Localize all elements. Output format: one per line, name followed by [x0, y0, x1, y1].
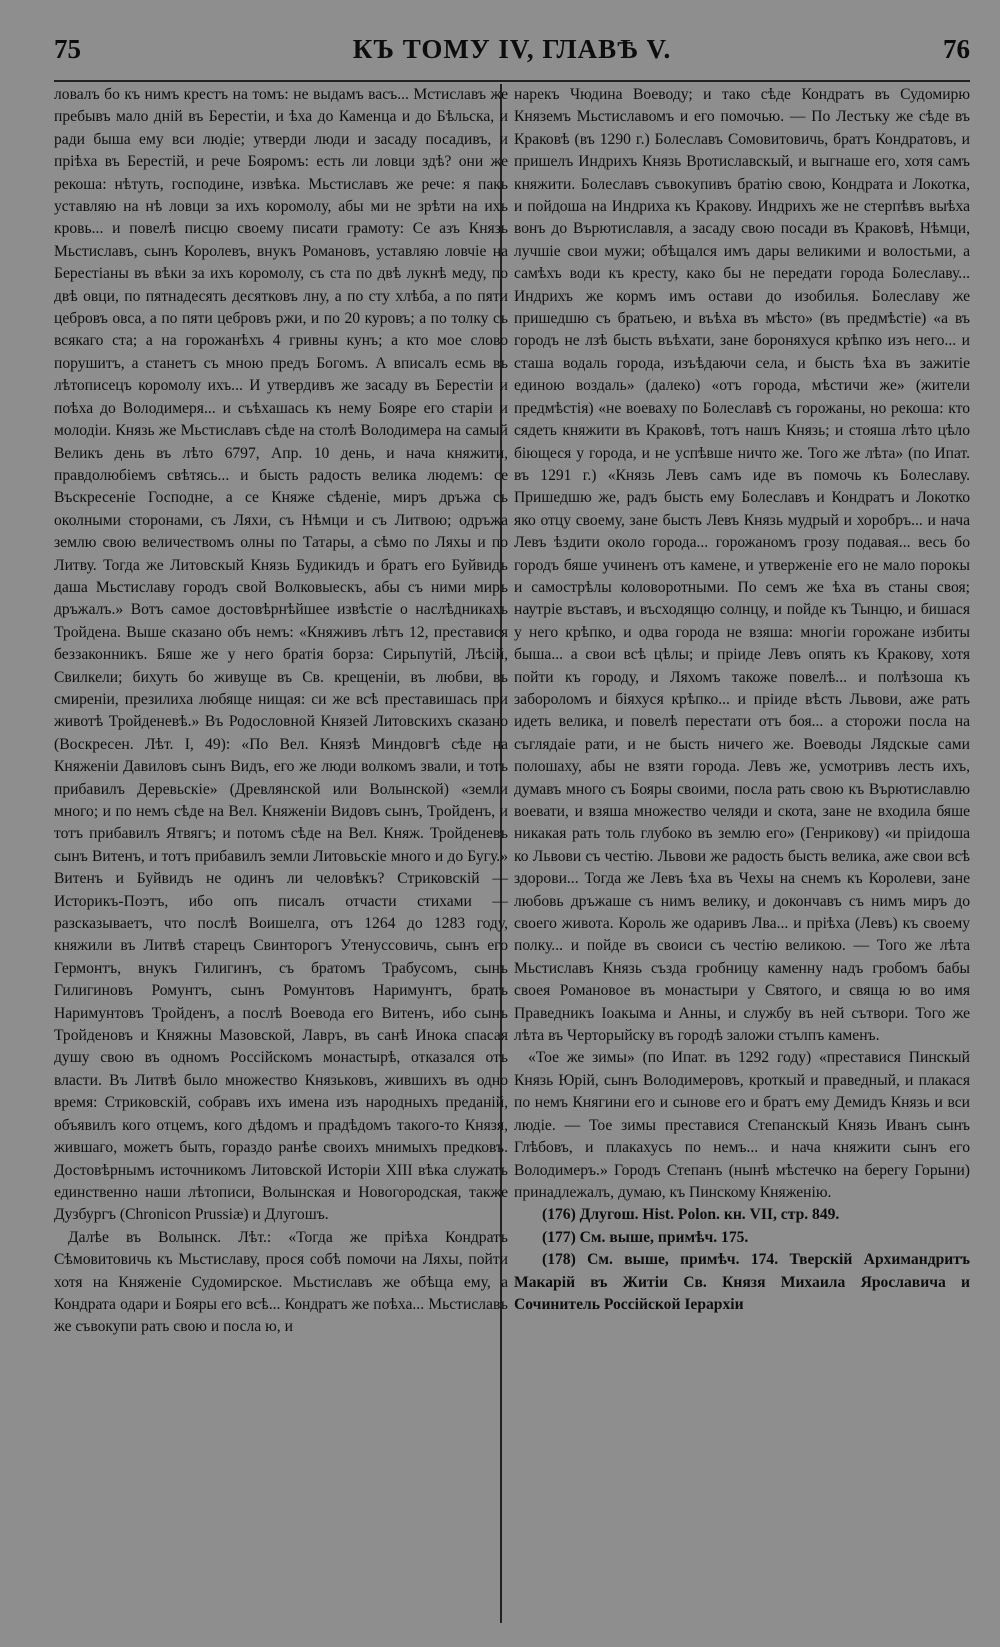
page-number-left: 75	[54, 34, 81, 64]
right-column	[514, 84, 970, 1316]
left-paragraph: ловалъ бо къ нимъ крестъ на томъ: не выдамъ васъ... Мстиславъ же пребывъ мало дній въ Берестіи, и ѣха до Каменца и до Бѣльска, и ради быша ему вси людіе; утверди люди и засаду посадивъ, и пріѣха въ Берестій, и рече Бояромъ: есть ли ловци здѣ? они же рекоша: нѣтуть, господине, извѣка. Мьстиславъ же рече: я пакь уставляю на нѣ ловци за ихъ коромолу, абы ми не зрѣти на ихъ кровь... и повелѣ писцю своему писати грамоту: Се азъ Князь Мьстиславъ, сынъ Королевъ, внукъ Романовъ, уставляю ловчіе на Берестіаны въ вѣки за ихъ коромолу, съ ста по двѣ лукнѣ меду, по двѣ овци, по пятнадесять десятковъ лну, а по сту хлѣба, а по пяти цебровъ овса, а по пяти цебровъ ржи, и по 20 куровъ; а по толку съ всякаго ста; а на горожанѣхъ 4 гривны кунъ; а кто мое слово порушитъ, а станетъ съ мною предъ Богомъ. А вписалъ есмь въ лѣтописецъ коромолу ихъ... И утвердивъ же засаду въ Берестіи и поѣха до Володимеря... и съѣхашась къ нему Бояре его старіи и молодіи. Князь же Мьстиславъ сѣде на столѣ Володимера на самый Великъ день въ лѣто 6797, Апр. 10 день, и нача княжити, правдолюбіемъ свѣтясь... и бысть радость велика людемъ: се Въскресеніе Господне, а се Княже сѣденіе, миръ дръжа съ околными сторонами, съ Ляхи, съ Нѣмци и съ Литвою; одръжа землю свою величествомъ олны по Татары, а сѣмо по Ляхы и по Литву. Тогда же Литовскый Князь Будикидъ и братъ его Буйвидъ даша Мьстиславу городъ свой Волковыескъ, абы съ ними миръ дръжалъ.» Вотъ самое достовѣрнѣйшее извѣстіе о наслѣдникахъ Тройдена. Выше сказано объ немъ: «Княживъ лѣтъ 12, преставися беззаконникъ. Бяше же у него братія борза: Сирьпутій, Лѣсій, Свилкели; бихуть бо живуще въ Св. крещеніи, въ любви, въ смиреніи, презилиха любяще нищая: си же всѣ преставишась при животѣ Тройденевѣ.» Въ Родословной Князей Литовскихъ сказано (Воскресен. Лѣт. I, 49): «По Вел. Князѣ Миндовгѣ сѣде на Княженіи Давиловъ сынъ Видъ, его же люди волкомъ звали, и тотъ прибавилъ Деревьскіе» (Древлянской или Волынской) «земли много; и по немъ сѣде на Вел. Княженіи Видовъ сынъ, Тройденъ, и тотъ прибавилъ Ятвягъ; и потомъ сѣде на Вел. Княж. Тройденевъ сынъ Витенъ, и тотъ прибавилъ земли Литовьскіе много и до Бугу.» Витенъ и Буйвидъ не одинъ ли человѣкъ? Стриковскій — Историкъ-Поэтъ, ибо опъ писалъ отчасти стихами — разсказываетъ, что послѣ Воишелга, отъ 1264 до 1283 году, княжили въ Литвѣ старецъ Свинторогъ Утенуссовичь, сынъ его Гермонтъ, внукъ Гилигинъ, съ братомъ Трабусомъ, сынъ Гилигиновъ Ромунтъ, сынъ Ромунтовъ Наримунтъ, братъ Наримунтовъ Тройденъ, а послѣ Воевода его Витенъ, ибо сынъ Тройденовъ и Княжны Мазовской, Лавръ, въ санѣ Инока спасая душу свою въ одномъ Россійскомъ монастырѣ, отказался отъ власти. Въ Литвѣ было множество Князьковъ, жившихъ въ одно время: Стриковскій, собравъ ихъ имена изъ народныхъ преданій, объявилъ кого отцемъ, кого дѣдомъ и прадѣдомъ такого-то Князя, жившаго, можетъ быть, гораздо ранѣе своихъ мнимыхъ предковъ. Достовѣрнымъ источникомъ Литовской Исторіи XIII вѣка служатъ единственно наши лѣтописи, Волынская и Новогородская, также Дузбургъ (Chronicon Prussiæ) и Длугошъ.	[54, 86, 508, 1224]
running-title: КЪ ТОМУ IV, ГЛАВѢ V.	[352, 34, 672, 64]
page-number-right: 76	[943, 34, 970, 64]
right-paragraph: нарекъ Чюдина Воеводу; и тако сѣде Кондратъ въ Судомирю Княземъ Мьстиславомъ и его помочью. — По Лестьку же сѣде въ Краковѣ (въ 1290 г.) Болеславъ Сомовитовичь, братъ Кондратовъ, и пришелъ Индрихъ Князь Вротиславскый, и выгнаше его, хотя самъ княжити. Болеславъ съвокупивъ братію свою, Кондрата и Локотка, и пойдоша на Индриха къ Кракову. Индрихъ же не стерпѣвъ выѣха вонъ до Върютиславля, а засаду свою посади въ Краковѣ, Нѣмци, лучшіе свои мужи; обѣщался имъ дары великими и волостьми, а самѣхъ води къ кресту, како бы не передати города Болеславу... Индрихъ же кормъ имъ остави до изобилья. Болеславу же пришедшю съ братьею, и въѣха въ мѣсто» (въ предмѣстіе) «а въ городъ не лзѣ бысть въѣхати, зане бороняхуся крѣпко изъ него... и сташа водаль города, изъѣдаючи села, и бысть ѣха въ зажитіе единою воздаль» (далеко) «отъ города, мѣстичи же» (жители предмѣстія) «не воеваху по Болеславѣ съ горожаны, но рекоша: кто сядеть княжити въ Краковѣ, тотъ нашъ Князь; и стояша лѣто цѣло біющеся у города, и не успѣвше ничто же. Того же лѣта» (по Ипат. въ 1291 г.) «Князь Левъ самъ иде въ помочь къ Болеславу. Пришедшю же, радъ бысть ему Болеславъ и Кондратъ и Локотко яко отцу своему, зане бысть Левъ Князь мудрый и хоробръ... и нача Левъ ѣздити около города... горожаномъ грозу подавая... весь бо городъ бяше учиненъ отъ камене, и утверженіе его не мало порокы и самострѣлы коловоротными. По семъ же ѣха въ станы своя; наутріе въставъ, и въсходящю солнцу, и пойде къ Тынцю, и бишася у него крѣпко, и одва города не взяша: многіи горожане избиты быша... а свои всѣ цѣлы; и пріиде Левъ опять къ Кракову, хотя пойти къ городу, и Ляхомъ такоже повелѣ... и полѣзоша къ забороломъ и біяхуся крѣпко... и пріиде вѣсть Львови, аже рать идеть велика, и повелѣ перестати отъ боя... а сторожи посла на съглядаіе рати, и не бысть ничего же. Воеводы Лядскые сами полошаху, абы не взяти города. Левъ же, усмотривъ лесть ихъ, думавъ много съ Бояры своими, посла рать свою къ Върютиславлю воевати, и взяша множество челяди и скота, зане не входила бяше никакая рать толь глубоко въ землю его» (Генрикову) «и пріидоша ко Львови съ честію. Львови же радость бысть велика, аже свои всѣ здорови... Тогда же Левъ ѣха въ Чехы на снемъ къ Королеви, зане любовь дръжаше съ нимъ велику, и докончавъ съ нимъ миръ до своего живота. Король же одаривъ Лва... и пріѣха (Левъ) къ своему полку... и пойде въ своиси съ честію великою. — Того же лѣта Мьстиславъ Князь създа гробницу каменну надъ гробомъ бабы своея Романовое въ монастыри у Святого, и свяща ю во имя Праведникъ Іоакыма и Анны, и службу въ ней сътвори. Того же лѣта въ Черторыйску въ городѣ заложи стълпъ каменъ.	[514, 86, 970, 1045]
footnotes	[514, 1204, 970, 1316]
left-paragraph: Далѣе въ Волынск. Лѣт.: «Тогда же пріѣха Кондратъ Сѣмовитовичь къ Мьстиславу, прося собѣ помочи на Ляхы, пойти хотя на Княженіе Судомирское. Мьстиславъ же обѣща ему, а Кондрата одари и Бояры его всѣ... Кондратъ же поѣха... Мьстиславъ же съвокупи рать свою и посла ю, и	[54, 1228, 508, 1336]
page-header	[54, 34, 970, 74]
footnote: (178) См. выше, примѣч. 174. Тверскій Архимандритъ Макарій въ Житіи Св. Князя Михаила Ярославича и Сочинитель Россійской Іерархіи	[514, 1251, 970, 1313]
footnote: (176) Длугош. Hist. Polon. кн. VII, стр. 849.	[542, 1206, 840, 1224]
header-rule	[54, 80, 970, 82]
right-paragraph: «Тое же зимы» (по Ипат. въ 1292 году) «преставися Пинскый Князь Юрій, сынъ Володимеровъ, кроткый и праведный, и плакася по немъ Княгини его и сынове его и братъ ему Демидъ Князь и вси людіе. — Тое зимы преставися Степанскый Князь Иванъ сынъ Глѣбовъ, и плакахусь по немъ... и нача княжити сынъ его Володимеръ.» Городъ Степанъ (нынѣ мѣстечко на берегу Горыни) принадлежалъ, думаю, къ Пинскому Княженію.	[514, 1049, 970, 1201]
left-column	[54, 84, 508, 1339]
footnote: (177) См. выше, примѣч. 175.	[542, 1228, 749, 1246]
